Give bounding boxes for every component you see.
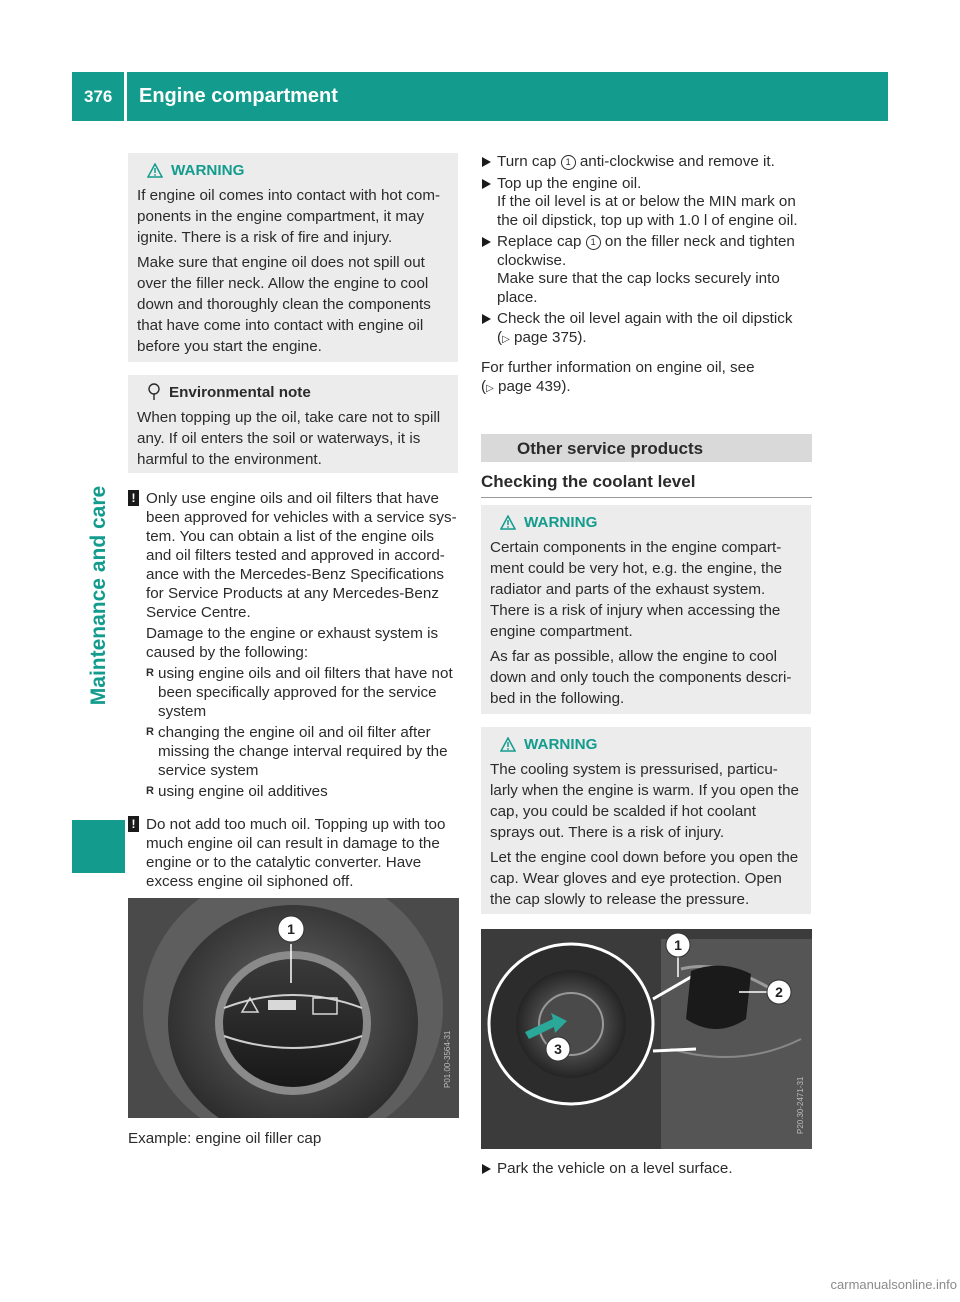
callout-2: 2 <box>775 984 783 1000</box>
list-item: Check the oil level again with the oil dipstick (▷ page 375). <box>481 310 812 349</box>
oil-filler-cap-illustration <box>128 898 459 1118</box>
environmental-note-title: Environmental note <box>169 383 311 401</box>
exclamation-icon: ! <box>128 816 139 832</box>
list-item: Replace cap 1 on the filler neck and tighten clockwise. Make sure that the cap locks securely into place. <box>481 233 812 307</box>
notice-oil-approval <box>128 489 459 803</box>
page-reference-link[interactable]: page 439). <box>498 378 571 395</box>
warning-triangle-icon <box>500 737 516 752</box>
warning-text: Let the engine cool down before you open the cap. Wear gloves and eye protection. Open the cap slowly to release the pressure. <box>490 849 799 908</box>
photo-oil-filler-cap <box>128 898 459 1118</box>
light-bulb-icon <box>147 383 161 401</box>
photo-code: P01.00-3564-31 <box>443 1030 452 1088</box>
environmental-note-box <box>128 375 458 473</box>
oil-topup-steps <box>481 153 812 352</box>
coolant-steps <box>481 1160 812 1182</box>
warning-text: Make sure that engine oil does not spill out over the filler neck. Allow the engine to cool down and thoroughly clean the components that have come into contact with engine oil before you start the engine. <box>137 254 431 355</box>
list-item: Turn cap 1 anti-clockwise and remove it. <box>481 153 812 172</box>
warning-header <box>147 159 449 181</box>
warning-text: The cooling system is pressurised, particu- larly when the engine is warm. If you open the cap, you could be scalded if hot coolant sprays out. There is a risk of injury. <box>490 761 799 841</box>
warning-header <box>500 511 802 533</box>
notice-bullet-list <box>146 664 459 801</box>
callout-1: 1 <box>674 937 682 953</box>
warning-box-pressurised <box>481 727 811 914</box>
list-item: Park the vehicle on a level surface. <box>481 1160 812 1179</box>
warning-title: WARNING <box>524 513 598 531</box>
callout-1: 1 <box>287 921 295 937</box>
warning-triangle-icon <box>500 515 516 530</box>
callout-ref: 1 <box>561 155 576 170</box>
photo-coolant-reservoir <box>481 929 812 1149</box>
warning-box-hot-components <box>481 505 811 714</box>
page-reference-link[interactable]: page 375). <box>514 328 587 346</box>
coolant-reservoir-illustration <box>481 929 812 1149</box>
callout-ref: 1 <box>586 235 601 250</box>
page-header <box>72 72 888 121</box>
environmental-note-header <box>147 381 449 403</box>
page-ref-arrow-icon: ▷ <box>486 383 494 394</box>
page-ref-arrow-icon: ▷ <box>502 333 510 345</box>
warning-title: WARNING <box>171 161 245 179</box>
list-item: Top up the engine oil. If the oil level is at or below the MIN mark on the oil dipstick, top up with 1.0 l of engine oil. <box>481 175 812 231</box>
subsection-heading: Checking the coolant level <box>481 472 812 498</box>
footer-watermark: carmanualsonline.info <box>830 1277 957 1292</box>
page-number: 376 <box>84 87 113 106</box>
notice-text: Only use engine oils and oil filters that have been approved for vehicles with a service sys- tem. You can obtain a list of the engine oils and oil filters tested and approved in accord- ance with the Mercedes-Benz Specifications for Service Products at any Mercedes-Benz Service Centre. <box>146 490 457 621</box>
warning-title: WARNING <box>524 735 598 753</box>
exclamation-icon: ! <box>128 490 139 506</box>
further-info-text: For further information on engine oil, see (▷ page 439). <box>481 359 755 395</box>
warning-box-engine-oil <box>128 153 458 362</box>
section-heading: Other service products <box>481 434 812 462</box>
page-title: Engine compartment <box>139 85 338 107</box>
side-tab-label: Maintenance and care <box>87 485 111 705</box>
warning-text: As far as possible, allow the engine to cool down and only touch the components descri- bed in the following. <box>490 648 792 707</box>
list-item: R changing the engine oil and oil filter after missing the change interval required by the service system <box>146 723 459 780</box>
notice-text: Do not add too much oil. Topping up with too much engine oil can result in damage to the engine or to the catalytic converter. Have excess engine oil siphoned off. <box>146 816 446 890</box>
warning-text: If engine oil comes into contact with hot com- ponents in the engine compartment, it may ignite. There is a risk of fire and injury. <box>137 187 441 246</box>
warning-triangle-icon <box>147 163 163 178</box>
photo-caption: Example: engine oil filler cap <box>128 1130 322 1147</box>
list-item: R using engine oils and oil filters that have not been specifically approved for the service system <box>146 664 459 721</box>
side-tab-marker <box>72 820 125 873</box>
photo-code: P20.30-2471-31 <box>796 1076 805 1134</box>
warning-header <box>500 733 802 755</box>
environmental-note-text: When topping up the oil, take care not to spill any. If oil enters the soil or waterways, it is harmful to the environment. <box>137 409 441 468</box>
warning-text: Certain components in the engine compart- ment could be very hot, e.g. the engine, the radiator and parts of the exhaust system. There is a risk of injury when accessing the engine compartment. <box>490 539 783 640</box>
notice-text: Damage to the engine or exhaust system is caused by the following: <box>146 625 439 661</box>
callout-3: 3 <box>554 1041 562 1057</box>
list-item: R using engine oil additives <box>146 782 459 801</box>
notice-oil-overfill <box>128 815 459 893</box>
